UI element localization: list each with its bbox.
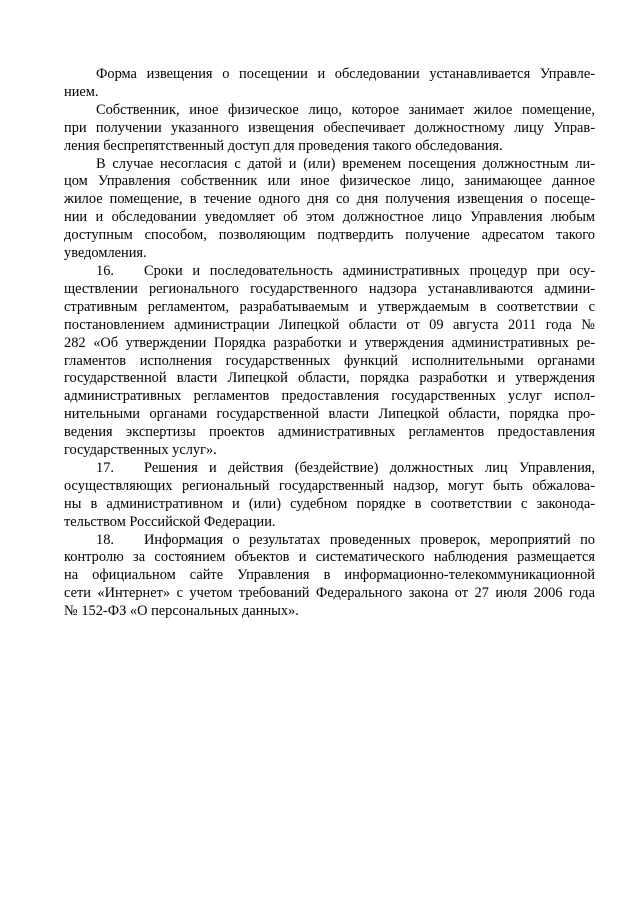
text-line: стративным регламентом, разрабатываемым и утверждаемым в соответствии с [64,298,595,315]
document-body [64,66,595,621]
text-line: Собственник, иное физическое лицо, которое занимает жилое помещение, [96,101,595,118]
text-line: № 152-ФЗ «О персональных данных». [64,603,299,620]
text-line: тельством Российской Федерации. [64,513,276,530]
text-line: 282 «Об утверждении Порядка разработки и утверждения административных ре- [64,334,595,351]
text-line: цом Управления собственник или иное физическое лицо, занимающее данное [64,173,595,190]
paragraph-disagreement [64,156,595,263]
text-line: ведения экспертизы проектов административных регламентов предоставления [64,424,595,441]
text-line: ны в административном и (или) судебном порядке в соответствии с законода- [64,495,595,512]
paragraph-number: 17. [96,459,114,476]
paragraph-notice-form [64,66,595,102]
text-line [64,532,595,550]
text-line [64,460,595,478]
text-line: осуществляющих региональный государственный надзор, могут быть обжалова- [64,477,595,494]
paragraph-number: 16. [96,262,114,279]
paragraph-owner-access [64,102,595,156]
text-line: ления беспрепятственный доступ для проведения такого обследования. [64,137,503,154]
text-line [64,263,595,281]
paragraph-17 [64,460,595,532]
text-line: сети «Интернет» с учетом требований Федерального закона от 27 июля 2006 года [64,585,595,602]
text-line: В случае несогласия с датой и (или) временем посещения должностным ли- [96,155,595,172]
paragraph-18 [64,532,595,622]
text-line: контролю за состоянием объектов и систематического наблюдения размещается [64,549,595,566]
text-line: жилое помещение, в течение одного дня со дня получения извещения о посеще- [64,191,595,208]
text-line: на официальном сайте Управления в информационно-телекоммуникационной [64,567,595,584]
text-line [64,66,595,84]
text-line-content: Решения и действия (бездействие) должностных лиц Управления, [144,459,595,476]
text-line: уведомления. [64,245,147,262]
text-line: нием. [64,83,99,100]
text-line: доступным способом, позволяющим подтвердить получение адресатом такого [64,227,595,244]
text-line: административных регламентов предоставления государственных услуг испол- [64,388,595,405]
text-line: ществлении регионального государственного надзора устанавливаются админи- [64,280,595,297]
text-line: при получении указанного извещения обеспечивает должностному лицу Управ- [64,119,595,136]
text-line: постановлением администрации Липецкой области от 09 августа 2011 года № [64,316,595,333]
text-line: государственных услуг». [64,442,217,459]
text-line-content: Форма извещения о посещении и обследовании устанавливается Управле- [96,66,595,82]
text-line-content: Информация о результатах проведенных проверок, мероприятий по [144,531,595,548]
text-line: нительными органами государственной власти Липецкой области, порядка про- [64,406,595,423]
text-line: гламентов исполнения государственных функций исполнительными органами [64,352,595,369]
text-line: нии и обследовании уведомляет об этом должностное лицо Управления любым [64,209,595,226]
paragraph-number: 18. [96,531,114,548]
text-line: государственной власти Липецкой области, порядка разработки и утверждения [64,370,595,387]
text-line-content: Сроки и последовательность административных процедур при осу- [144,262,595,279]
paragraph-16 [64,263,595,460]
